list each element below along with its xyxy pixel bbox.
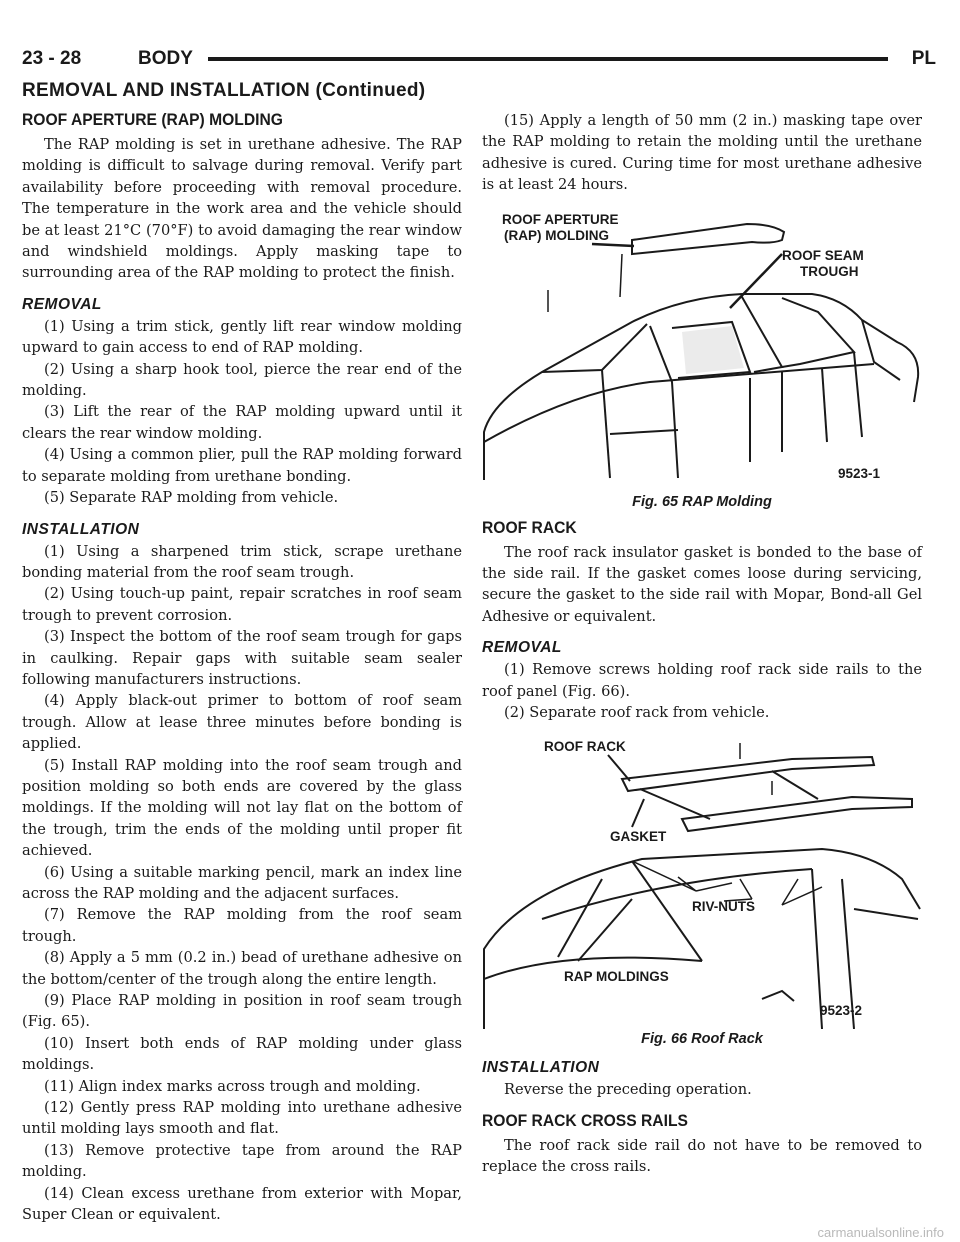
page-number: 23 - 28: [22, 48, 82, 69]
watermark: carmanualsonline.info: [817, 1225, 944, 1240]
fig65-label-line2: (RAP) MOLDING: [504, 227, 609, 243]
fig66-label-rap: RAP MOLDINGS: [564, 969, 669, 985]
header-rule: [208, 57, 888, 61]
rap-install-step: (13) Remove protective tape from around the RAP molding.: [22, 1141, 462, 1181]
rap-removal-step: (5) Separate RAP molding from vehicle.: [44, 489, 339, 507]
roof-rack-illustration: [482, 729, 922, 1029]
rack-removal-step: (2) Separate roof rack from vehicle.: [504, 704, 770, 722]
rap-install-step: (7) Remove the RAP molding from the roof seam trough.: [22, 906, 462, 945]
rap-title: ROOF APERTURE (RAP) MOLDING: [22, 110, 283, 129]
rap-install-step: (14) Clean excess urethane from exterior with Mopar, Super Clean or equivalent.: [22, 1184, 462, 1224]
model-code: PL: [911, 48, 936, 69]
section-name: BODY: [138, 48, 193, 69]
rap-intro: The RAP molding is set in urethane adhesive. The RAP molding is difficult to salvage during removal. Verify part availability before proceeding with removal procedure. The temperature in the work area and the vehicle should be at least 21°C (70°F) to avoid damaging the rear window and windshield moldings. Apply masking tape to surrounding area of the RAP molding to protect the finish.: [22, 136, 462, 282]
rap-removal-step: (2) Using a sharp hook tool, pierce the rear end of the molding.: [22, 360, 462, 400]
continued-heading: REMOVAL AND INSTALLATION (Continued): [22, 80, 426, 101]
rap-install-step: (11) Align index marks across trough and molding.: [44, 1077, 421, 1095]
rap-install-step: (6) Using a suitable marking pencil, mark an index line across the RAP molding and the adjacent surfaces.: [22, 863, 462, 902]
rack-intro: The roof rack insulator gasket is bonded to the base of the side rail. If the gasket comes loose during servicing, secure the gasket to the side rail with Mopar, Bond-all Gel Adhesive or equivalent.: [482, 543, 922, 625]
rap-install-step: (8) Apply a 5 mm (0.2 in.) bead of urethane adhesive on the bottom/center of the trough along the entire length.: [22, 949, 462, 988]
rails-intro: The roof rack side rail do not have to be removed to replace the cross rails.: [482, 1136, 922, 1176]
fig65-label-line1: ROOF APERTURE: [502, 211, 619, 227]
rap-molding-illustration: [482, 202, 922, 492]
rap-install-step: (12) Gently press RAP molding into urethane adhesive until molding lays smooth and flat.: [22, 1099, 462, 1138]
rap-install-step: (3) Inspect the bottom of the roof seam trough for gaps in caulking. Repair gaps with suitable seam sealer following manufacturers instructions.: [22, 628, 462, 688]
fig66-label-rack: ROOF RACK: [544, 739, 626, 755]
rack-install-title: INSTALLATION: [482, 1059, 600, 1077]
fig65-label-line4: TROUGH: [800, 263, 859, 279]
fig65-code: 9523-1: [838, 465, 881, 481]
figure-65: [482, 202, 922, 510]
fig65-caption: Fig. 65 RAP Molding: [632, 493, 772, 510]
rap-removal-step: (1) Using a trim stick, gently lift rear window molding upward to gain access to end of RAP molding.: [22, 317, 462, 357]
page-header: [22, 44, 936, 74]
fig66-caption: Fig. 66 Roof Rack: [641, 1031, 763, 1048]
fig65-label-line3: ROOF SEAM: [782, 247, 864, 263]
fig66-label-gasket: GASKET: [610, 829, 667, 845]
rap-install-step: (4) Apply black-out primer to bottom of roof seam trough. Allow at lease three minutes before bonding is applied.: [22, 692, 462, 753]
rap-removal-step: (3) Lift the rear of the RAP molding upward until it clears the rear window molding.: [22, 403, 462, 442]
rack-removal-title: REMOVAL: [482, 639, 562, 657]
rap-install-step: (15) Apply a length of 50 mm (2 in.) masking tape over the RAP molding to retain the molding until the urethane adhesive is cured. Curing time for most urethane adhesive is at least 24 hours.: [482, 112, 922, 194]
figure-66: [482, 729, 922, 1047]
rails-title: ROOF RACK CROSS RAILS: [482, 1110, 688, 1130]
rap-install-step: (9) Place RAP molding in position in roof seam trough (Fig. 65).: [22, 992, 462, 1031]
rap-removal-step: (4) Using a common plier, pull the RAP molding forward to separate molding from urethane bonding.: [22, 446, 462, 485]
rap-install-step: (1) Using a sharpened trim stick, scrape urethane bonding material from the roof seam trough.: [22, 542, 462, 581]
fig66-label-rivnuts: RIV-NUTS: [692, 899, 756, 915]
rap-removal-title: REMOVAL: [22, 295, 102, 313]
rack-install-step: Reverse the preceding operation.: [504, 1081, 752, 1099]
left-column: [22, 110, 462, 1226]
rack-removal-step: (1) Remove screws holding roof rack side rails to the roof panel (Fig. 66).: [482, 661, 922, 700]
rap-install-step: (5) Install RAP molding into the roof seam trough and position molding so both ends are covered by the glass moldings. If the molding will not lay flat on the bottom of the trough, trim the ends of the molding until proper fit achieved.: [22, 756, 462, 860]
right-column: [482, 110, 922, 1178]
rap-install-step: (10) Insert both ends of RAP molding under glass moldings.: [22, 1034, 462, 1074]
rap-install-step: (2) Using touch-up paint, repair scratches in roof seam trough to prevent corrosion.: [22, 585, 462, 624]
rap-install-title: INSTALLATION: [22, 520, 140, 538]
fig66-code: 9523-2: [820, 1003, 863, 1019]
rack-title: ROOF RACK: [482, 517, 577, 537]
